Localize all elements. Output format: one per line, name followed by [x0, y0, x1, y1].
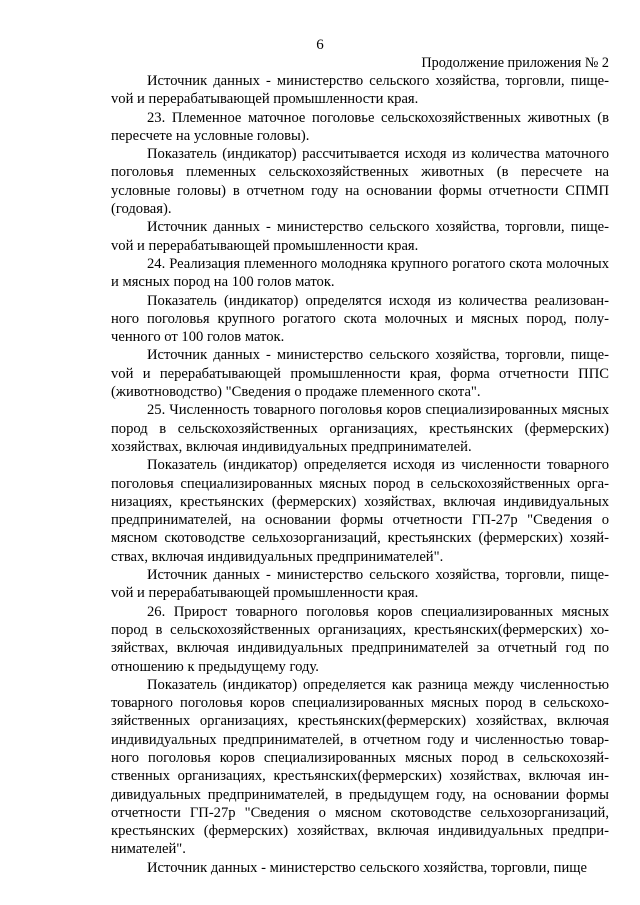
document-body — [111, 72, 609, 877]
paragraph-item-23-title: 23. Племенное маточное поголовье сельскохозяйственных животных (в пересчете на условные головы). — [111, 109, 609, 144]
paragraph-data-source: Источник данных - министерство сельского хозяйства, торговли, пищеvой и перерабатывающей промышленности края. — [111, 219, 609, 254]
paragraph-data-source: Источник данных - министерство сельского хозяйства, торговли, пищеvой и перерабатывающей промышленности края. — [111, 73, 609, 108]
paragraph-item-24-indicator: Показатель (индикатор) определятся исходя из количества реализованного поголовья крупного рогатого скота молочных и мясных пород, полученного от 100 голов маток. — [111, 292, 609, 346]
paragraph-data-source: Источник данных - министерство сельского хозяйства, торговли, пищеvой и перерабатывающей промышленности края. — [111, 567, 609, 602]
paragraph-item-23-indicator: Показатель (индикатор) рассчитывается исходя из количества маточного поголовья племенных сельскохозяйственных животных (в пересчете на условные головы) в отчетном году на основании формы отчетности СПМП (годовая). — [111, 146, 609, 218]
paragraph-item-24-title: 24. Реализация племенного молодняка крупного рогатого скота молочных и мясных пород на 100 голов маток. — [111, 255, 609, 291]
paragraph-data-source: Источник данных - министерство сельского хозяйства, торговли, пищеvой и перерабатывающей промышленности края, форма отчетности ППС (животноводство) "Сведения о продаже племенного скота". — [111, 347, 609, 401]
appendix-continuation-note: Продолжение приложения № 2 — [421, 55, 609, 71]
paragraph-item-26-indicator: Показатель (индикатор) определяется как разница между численностью товарного поголовья коров специализированных мясных пород в сельскохозяйственных организациях, крестьянских(фермерских) хозяйствах, включая индивидуальных предпринимателей, в отчетном году и численностью товарного поголовья коров специализированных мясных пород в сельскохозяйственных организациях, крестьянских(фермерских) хозяйствах, включая индивидуальных предпринимателей, в предыдущем году, на основании формы отчетности ГП-27р "Сведения о мясном скотоводстве сельхозорганизаций, крестьянских (фермерских) хозяйствах, включая индивидуальных предпринимателей". — [111, 676, 609, 858]
paragraph-item-25-indicator: Показатель (индикатор) определяется исходя из численности товарного поголовья специализированных мясных пород в сельскохозяйственных организациях, крестьянских (фермерских) хозяйствах, включая индивидуальных предпринимателей, на основании формы отчетности ГП-27р "Сведения о мясном скотоводстве сельхозорганизаций, крестьянских (фермерских) хозяйствах, включая индивидуальных предпринимателей". — [111, 457, 609, 565]
paragraph-item-25-title: 25. Численность товарного поголовья коров специализированных мясных пород в сельскохозяйственных организациях, крестьянских (фермерских) хозяйствах, включая индивидуальных предпринимателей. — [111, 402, 609, 455]
paragraph-item-26-title: 26. Прирост товарного поголовья коров специализированных мясных пород в сельскохозяйственных организациях, крестьянских(фермерских) хозяйствах, включая индивидуальных предпринимателей за отчетный год по отношению к предыдущему году. — [111, 603, 609, 675]
page-number: 6 — [316, 37, 324, 53]
paragraph-data-source: Источник данных - министерство сельского хозяйства, торговли, пище — [147, 859, 588, 876]
